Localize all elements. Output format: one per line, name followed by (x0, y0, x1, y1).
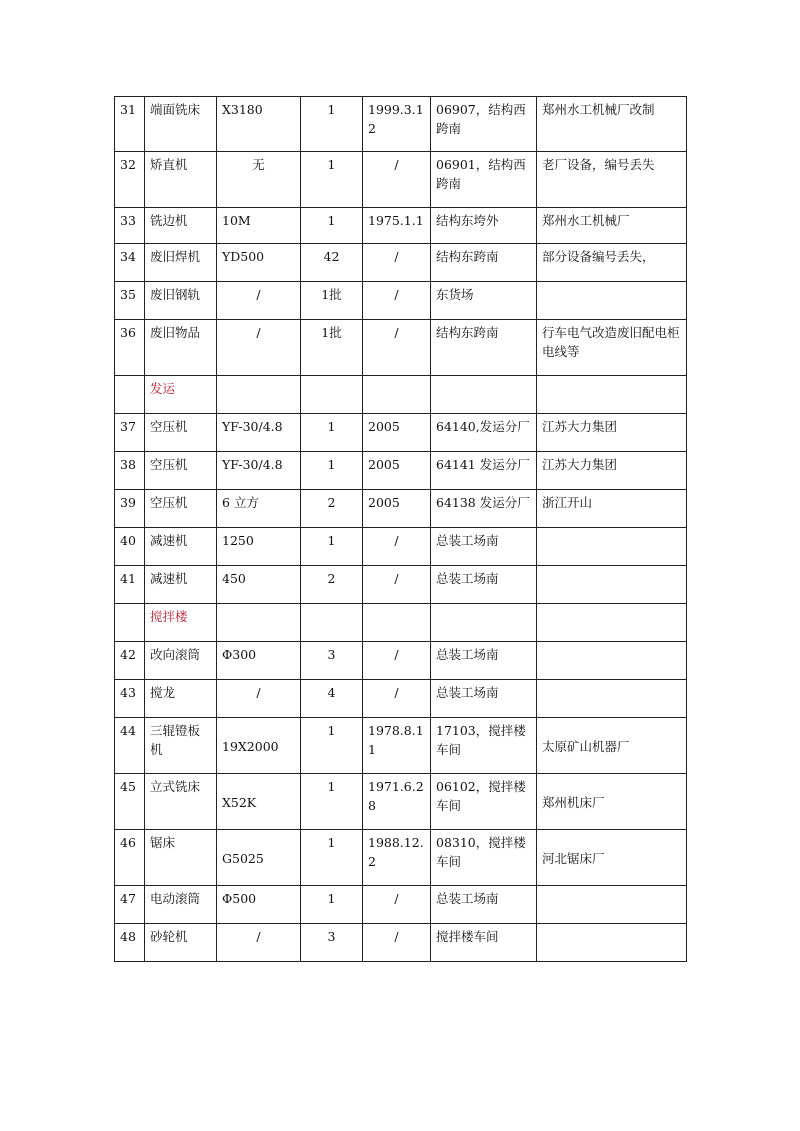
item-quantity: 1 (301, 830, 363, 886)
item-date: 2005 (363, 414, 431, 452)
item-quantity: 1 (301, 528, 363, 566)
item-date: / (363, 282, 431, 320)
item-name: 空压机 (145, 452, 217, 490)
empty-cell (363, 376, 431, 414)
item-model: / (217, 680, 301, 718)
empty-cell (363, 604, 431, 642)
item-name: 矫直机 (145, 152, 217, 208)
item-quantity: 1 (301, 152, 363, 208)
item-no: 40 (115, 528, 145, 566)
item-note: 郑州水工机械厂改制 (537, 97, 687, 152)
item-note (537, 566, 687, 604)
item-model: YF-30/4.8 (217, 414, 301, 452)
item-note (537, 924, 687, 962)
empty-cell (537, 376, 687, 414)
empty-cell (537, 604, 687, 642)
item-quantity: 4 (301, 680, 363, 718)
item-no: 42 (115, 642, 145, 680)
item-note: 江苏大力集团 (537, 452, 687, 490)
item-date: / (363, 152, 431, 208)
item-no: 34 (115, 244, 145, 282)
item-no: 41 (115, 566, 145, 604)
item-date: / (363, 244, 431, 282)
item-date: 1978.8.11 (363, 718, 431, 774)
empty-cell (301, 376, 363, 414)
item-date: 1999.3.12 (363, 97, 431, 152)
empty-cell (301, 604, 363, 642)
item-location: 结构东垮外 (431, 208, 537, 244)
empty-cell (115, 376, 145, 414)
item-date: 1988.12.2 (363, 830, 431, 886)
item-note: 老厂设备，编号丢失 (537, 152, 687, 208)
item-model: X52K (217, 774, 301, 830)
item-no: 45 (115, 774, 145, 830)
item-date: / (363, 680, 431, 718)
item-no: 39 (115, 490, 145, 528)
item-model: / (217, 282, 301, 320)
item-name: 锯床 (145, 830, 217, 886)
item-note (537, 528, 687, 566)
item-note: 部分设备编号丢失， (537, 244, 687, 282)
item-model: 450 (217, 566, 301, 604)
table-row (115, 528, 687, 566)
item-note: 江苏大力集团 (537, 414, 687, 452)
item-location: 08310，搅拌楼车间 (431, 830, 537, 886)
item-name: 搅龙 (145, 680, 217, 718)
item-date: 1975.1.1 (363, 208, 431, 244)
item-location: 东货场 (431, 282, 537, 320)
item-note: 太原矿山机器厂 (537, 718, 687, 774)
item-quantity: 2 (301, 490, 363, 528)
item-name: 废旧焊机 (145, 244, 217, 282)
item-name: 砂轮机 (145, 924, 217, 962)
item-date: 2005 (363, 490, 431, 528)
table-row (115, 208, 687, 244)
item-location: 总装工场南 (431, 566, 537, 604)
item-no: 31 (115, 97, 145, 152)
item-date: / (363, 924, 431, 962)
item-model: YF-30/4.8 (217, 452, 301, 490)
item-model: / (217, 320, 301, 376)
item-model: Φ300 (217, 642, 301, 680)
item-location: 结构东跨南 (431, 320, 537, 376)
item-location: 06102，搅拌楼车间 (431, 774, 537, 830)
item-model: Φ500 (217, 886, 301, 924)
table-row (115, 97, 687, 152)
table-row (115, 152, 687, 208)
item-quantity: 42 (301, 244, 363, 282)
item-location: 17103，搅拌楼车间 (431, 718, 537, 774)
item-name: 空压机 (145, 414, 217, 452)
item-note: 行车电气改造废旧配电柜电线等 (537, 320, 687, 376)
item-no: 36 (115, 320, 145, 376)
item-note: 郑州机床厂 (537, 774, 687, 830)
item-location: 总装工场南 (431, 528, 537, 566)
item-date: / (363, 528, 431, 566)
table-row (115, 642, 687, 680)
item-name: 减速机 (145, 528, 217, 566)
item-no: 44 (115, 718, 145, 774)
table-row (115, 320, 687, 376)
table-row (115, 566, 687, 604)
empty-cell (217, 376, 301, 414)
item-date: / (363, 886, 431, 924)
empty-cell (217, 604, 301, 642)
item-no: 47 (115, 886, 145, 924)
item-name: 空压机 (145, 490, 217, 528)
item-no: 32 (115, 152, 145, 208)
item-note (537, 642, 687, 680)
item-model: X3180 (217, 97, 301, 152)
item-note (537, 886, 687, 924)
item-note: 郑州水工机械厂 (537, 208, 687, 244)
item-note (537, 282, 687, 320)
item-date: 1971.6.28 (363, 774, 431, 830)
item-no: 38 (115, 452, 145, 490)
table-row (115, 924, 687, 962)
item-model: 6 立方 (217, 490, 301, 528)
item-location: 64140,发运分厂 (431, 414, 537, 452)
item-name: 电动滚筒 (145, 886, 217, 924)
item-location: 总装工场南 (431, 886, 537, 924)
item-no: 48 (115, 924, 145, 962)
item-date: / (363, 320, 431, 376)
section-row (115, 376, 687, 414)
table-body (115, 97, 687, 962)
table-row (115, 244, 687, 282)
item-location: 64141 发运分厂 (431, 452, 537, 490)
table-row (115, 414, 687, 452)
item-model: 无 (217, 152, 301, 208)
item-no: 33 (115, 208, 145, 244)
item-location: 06907，结构西跨南 (431, 97, 537, 152)
item-name: 改向滚筒 (145, 642, 217, 680)
item-name: 废旧物品 (145, 320, 217, 376)
section-row (115, 604, 687, 642)
item-quantity: 1 (301, 97, 363, 152)
item-quantity: 1批 (301, 320, 363, 376)
section-title: 搅拌楼 (145, 604, 217, 642)
item-model: 10M (217, 208, 301, 244)
item-quantity: 3 (301, 924, 363, 962)
item-date: / (363, 566, 431, 604)
item-location: 总装工场南 (431, 642, 537, 680)
empty-cell (431, 376, 537, 414)
item-name: 铣边机 (145, 208, 217, 244)
item-quantity: 1 (301, 414, 363, 452)
item-quantity: 1 (301, 452, 363, 490)
item-date: / (363, 642, 431, 680)
item-quantity: 3 (301, 642, 363, 680)
table-row (115, 680, 687, 718)
item-quantity: 1 (301, 718, 363, 774)
table-row (115, 452, 687, 490)
item-model: G5025 (217, 830, 301, 886)
item-name: 端面铣床 (145, 97, 217, 152)
empty-cell (431, 604, 537, 642)
item-note: 河北锯床厂 (537, 830, 687, 886)
table-row (115, 282, 687, 320)
item-location: 64138 发运分厂 (431, 490, 537, 528)
item-no: 35 (115, 282, 145, 320)
item-location: 结构东跨南 (431, 244, 537, 282)
section-title: 发运 (145, 376, 217, 414)
item-model: YD500 (217, 244, 301, 282)
item-model: 19X2000 (217, 718, 301, 774)
table-row (115, 718, 687, 774)
item-model: 1250 (217, 528, 301, 566)
item-note (537, 680, 687, 718)
table-row (115, 774, 687, 830)
empty-cell (115, 604, 145, 642)
item-location: 总装工场南 (431, 680, 537, 718)
item-quantity: 1批 (301, 282, 363, 320)
item-location: 搅拌楼车间 (431, 924, 537, 962)
item-name: 三辊镫板机 (145, 718, 217, 774)
item-no: 43 (115, 680, 145, 718)
item-date: 2005 (363, 452, 431, 490)
item-name: 立式铣床 (145, 774, 217, 830)
item-quantity: 1 (301, 774, 363, 830)
table-row (115, 830, 687, 886)
item-name: 减速机 (145, 566, 217, 604)
item-quantity: 1 (301, 208, 363, 244)
table-row (115, 886, 687, 924)
item-no: 37 (115, 414, 145, 452)
item-no: 46 (115, 830, 145, 886)
item-name: 废旧钢轨 (145, 282, 217, 320)
item-quantity: 1 (301, 886, 363, 924)
equipment-table (114, 96, 687, 962)
item-note: 浙江开山 (537, 490, 687, 528)
table-row (115, 490, 687, 528)
item-quantity: 2 (301, 566, 363, 604)
item-model: / (217, 924, 301, 962)
item-location: 06901，结构西跨南 (431, 152, 537, 208)
